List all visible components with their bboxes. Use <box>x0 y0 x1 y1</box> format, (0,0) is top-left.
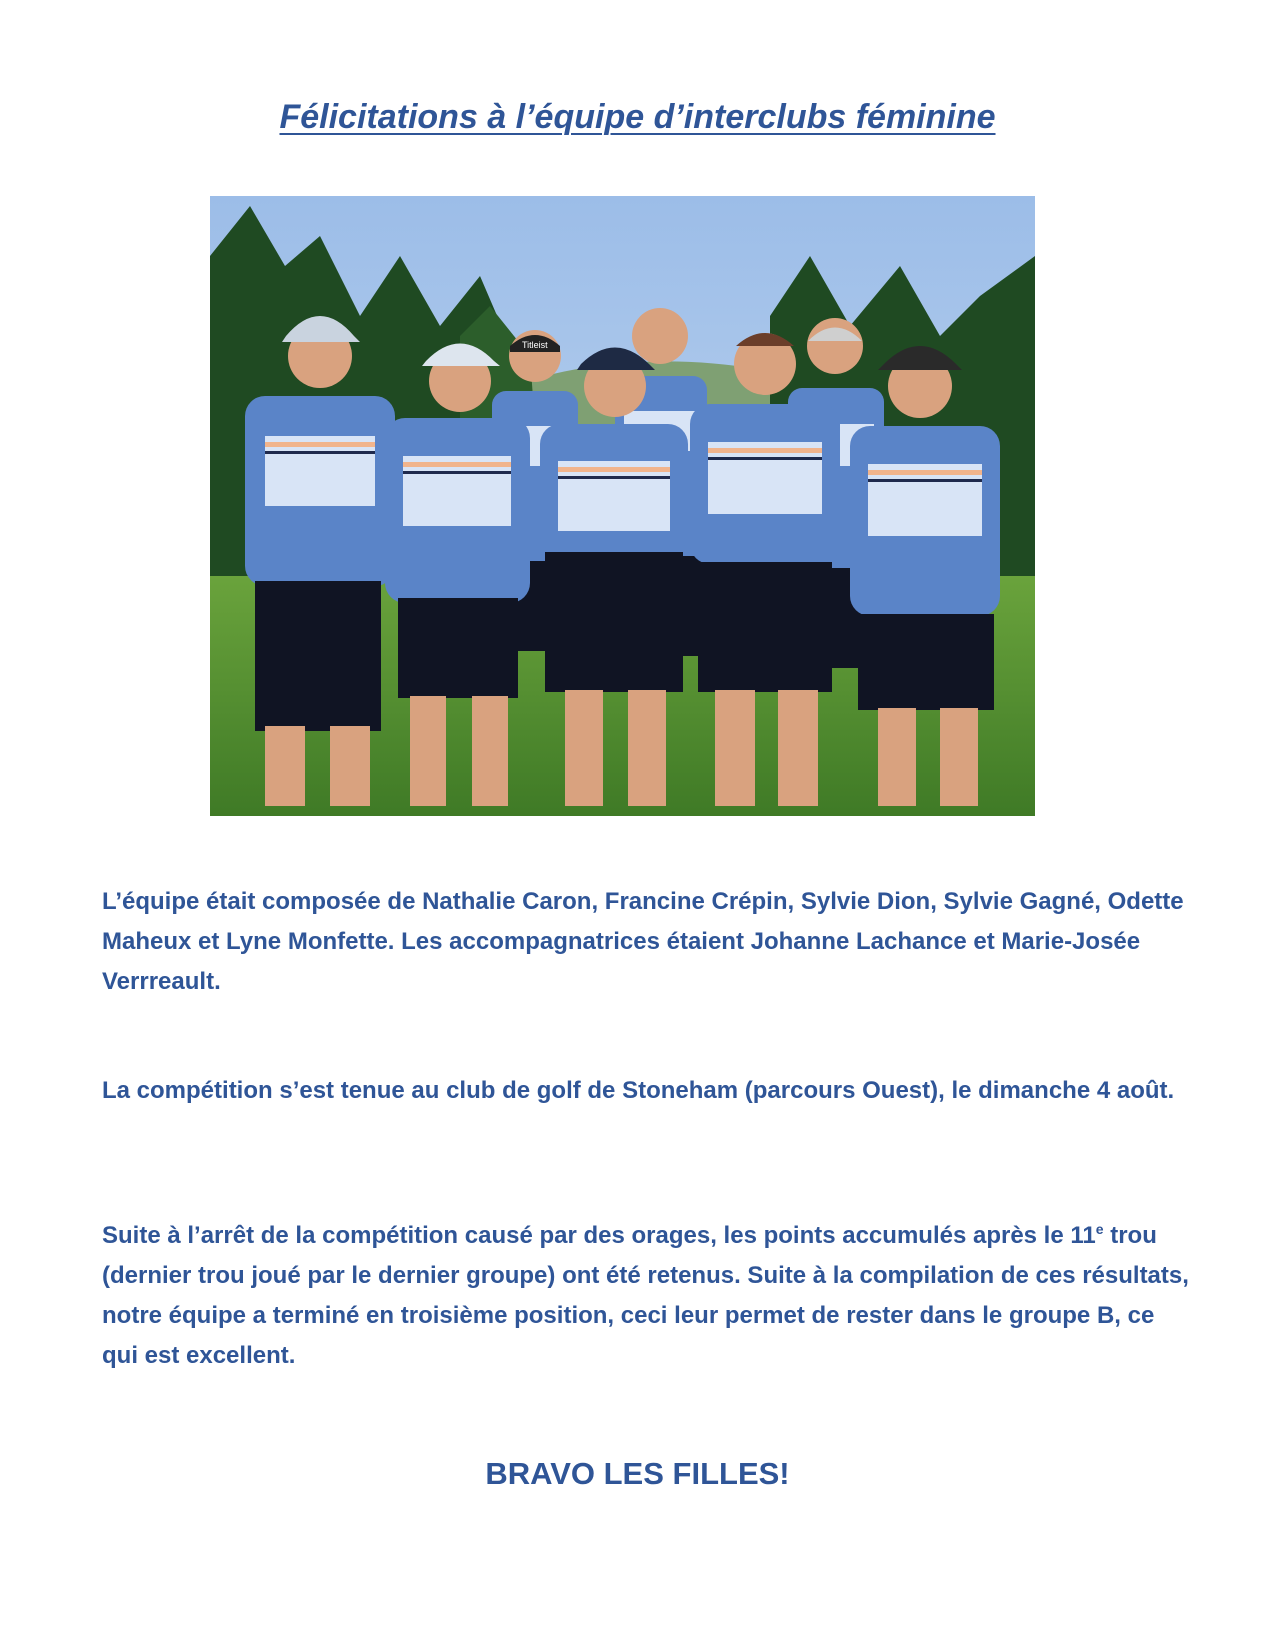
visor-brand-label: Titleist <box>522 340 548 350</box>
results-paragraph <box>102 1216 1192 1376</box>
results-text-start: Suite à l’arrêt de la compétition causé par des orages, les points accumulés après le <box>102 1222 1071 1249</box>
hole-number: 11 <box>1070 1222 1096 1249</box>
closing-cheer: BRAVO LES FILLES! <box>485 1456 790 1491</box>
results-text-end: trou (dernier trou joué par le dernier groupe) ont été retenus. Suite à la compilation de ces résultats, notre équipe a terminé en troisième position, ceci leur permet de rester dans le groupe B, ce qui est excellent. <box>102 1222 1189 1369</box>
team-members-paragraph: L’équipe était composée de Nathalie Caron, Francine Crépin, Sylvie Dion, Sylvie Gagné, Odette Maheux et Lyne Monfette. Les accompagnatrices étaient Johanne Lachance et Marie-Josée Verrreault. <box>102 888 1184 995</box>
page-title: Félicitations à l’équipe d’interclubs féminine <box>279 98 996 136</box>
team-photo <box>210 196 1035 816</box>
venue-paragraph: La compétition s’est tenue au club de golf de Stoneham (parcours Ouest), le dimanche 4 août. <box>102 1077 1175 1104</box>
ordinal-suffix: e <box>1095 1221 1104 1237</box>
